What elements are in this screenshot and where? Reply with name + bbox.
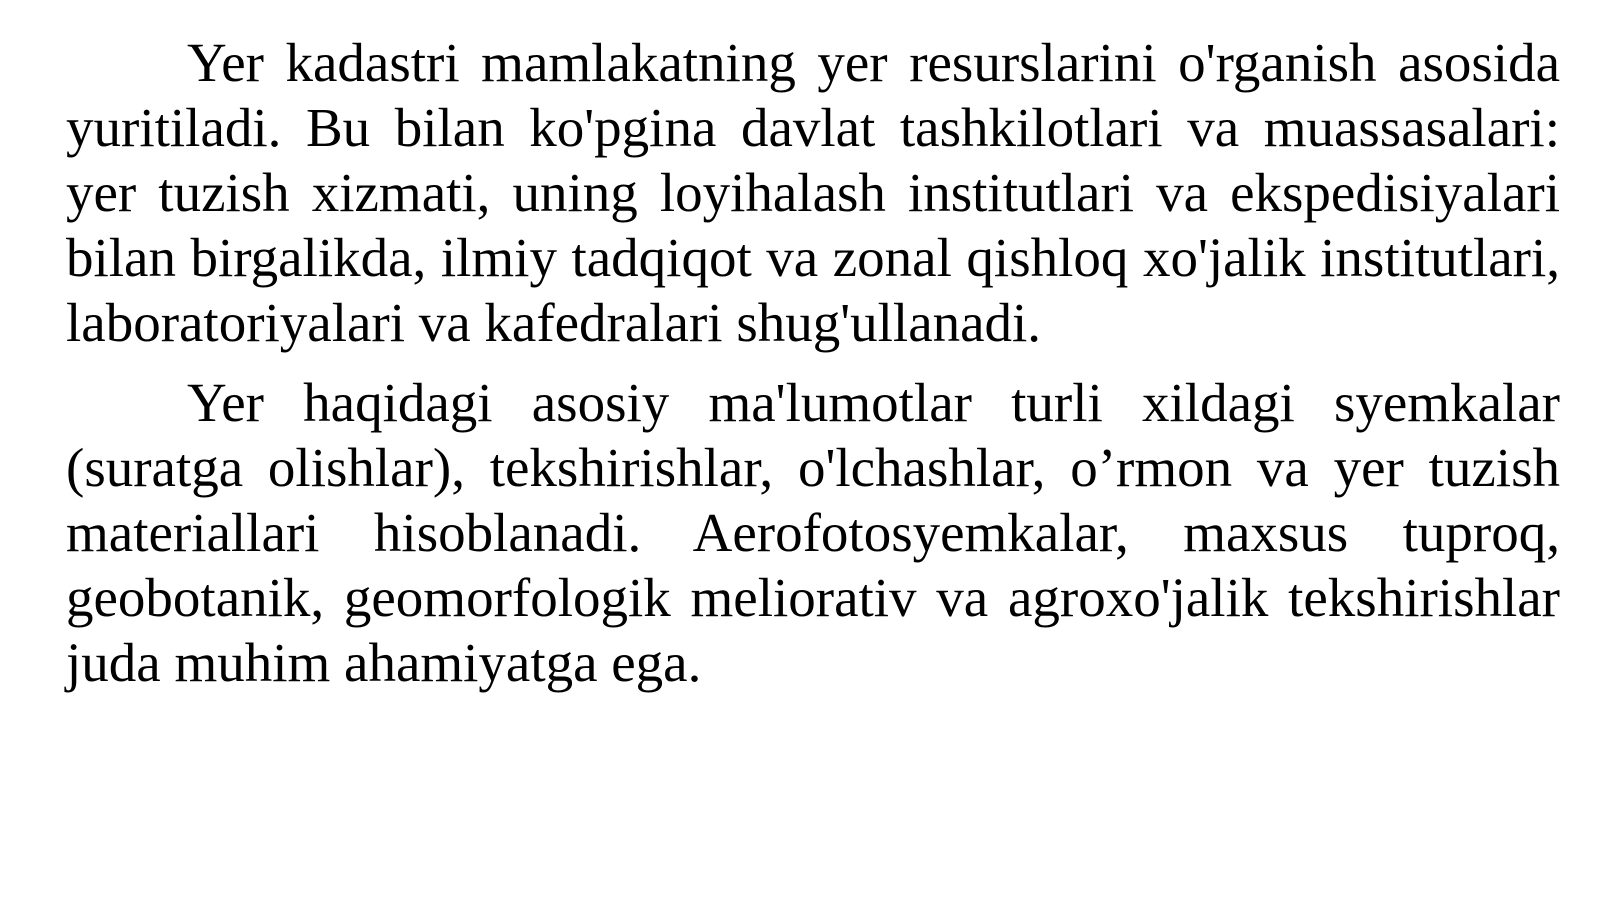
paragraph-land-cadastre: Yer kadastri mamlakatning yer resurslarini o'rganish asosida yuritiladi. Bu bilan ko'pgina davlat tashkilotlari va muassasalari: yer tuzish xizmati, uning loyihalash institutlari va ekspedisiyalari bilan birgalikda, ilmiy tadqiqot va zonal qishloq xo'jalik institutlari, laboratoriyalari va kafedralari shug'ullanadi.	[66, 32, 1560, 353]
paragraph-land-data-sources: Yer haqidagi asosiy ma'lumotlar turli xildagi syemkalar (suratga olishlar), tekshirishlar, o'lchashlar, o’rmon va yer tuzish materiallari hisoblanadi. Aerofotosyemkalar, maxsus tuproq, geobotanik, geomorfologik meliorativ va agroxo'jalik tekshirishlar juda muhim ahamiyatga ega.	[66, 372, 1560, 693]
document-page	[66, 30, 1560, 695]
